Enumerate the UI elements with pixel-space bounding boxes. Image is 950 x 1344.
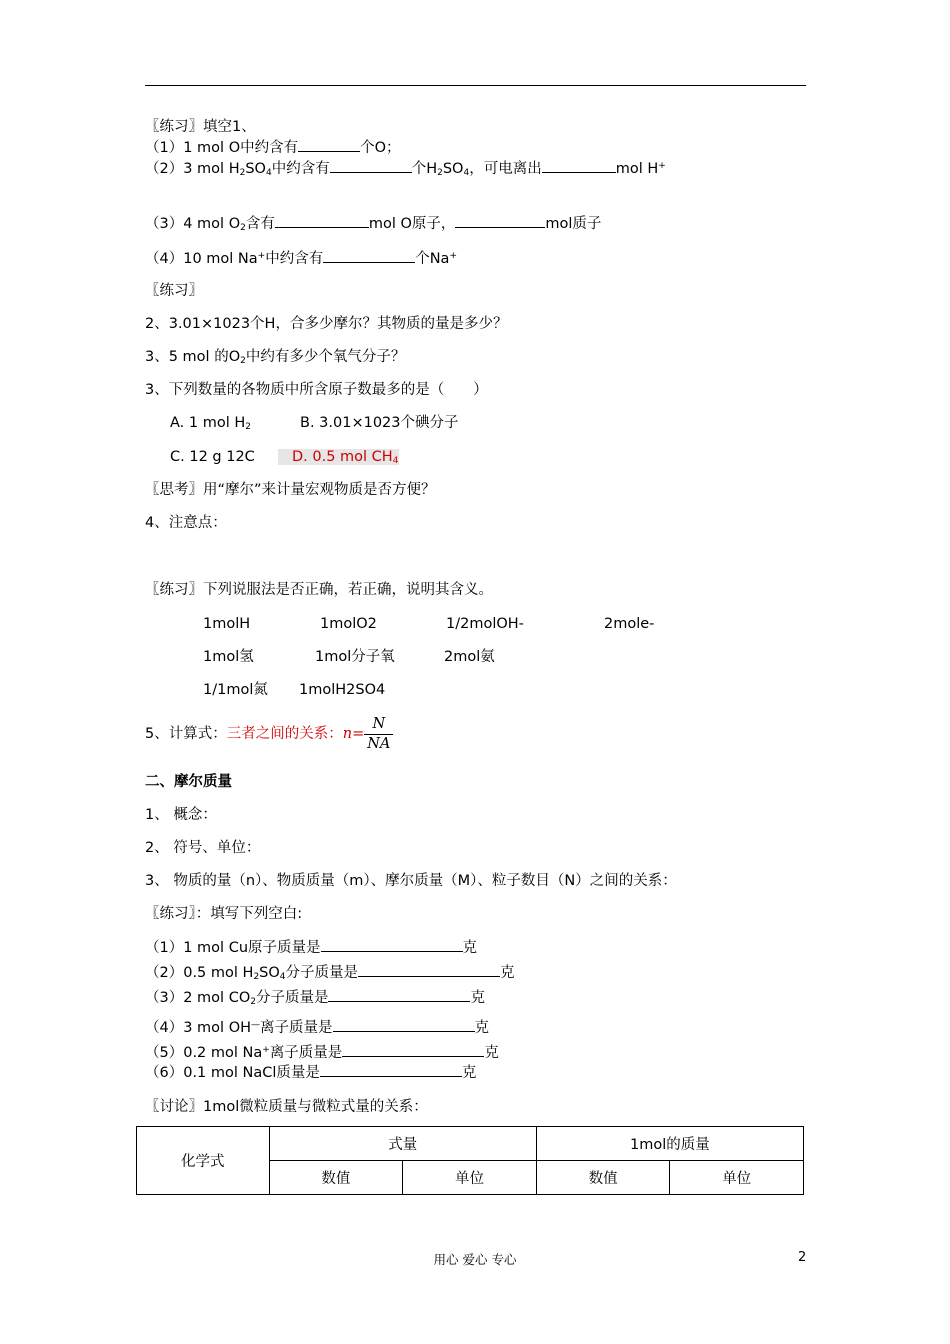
practice3-item: 2mole- xyxy=(604,616,655,632)
header-rule xyxy=(145,85,806,86)
practice1-q4: （4）10 mol Na+中约含有 个Na+ xyxy=(145,251,457,267)
formula-fraction: $\frac{N}{NA}$ xyxy=(364,715,393,754)
practice4-q4: （4）3 mol OH—离子质量是 克 xyxy=(145,1020,490,1036)
page-footer: 用心 爱心 专心 xyxy=(433,1252,517,1267)
practice3-title: 〖练习〗下列说服法是否正确，若正确，说明其含义。 xyxy=(145,582,493,598)
practice3-item: 1/1mol氮 xyxy=(203,682,268,698)
page-number: 2 xyxy=(798,1250,807,1265)
note-heading: 4、注意点： xyxy=(145,515,227,531)
practice1-q3: （3）4 mol $O_2$含有 mol O原子， mol质子 xyxy=(145,216,602,233)
table-header-unit: 单位 xyxy=(670,1161,804,1195)
section2-item2: 2、 符号、单位： xyxy=(145,840,261,856)
table-header-value: 数值 xyxy=(536,1161,670,1195)
think-question: 〖思考〗用“摩尔”来计量宏观物质是否方便？ xyxy=(145,482,436,498)
table-header-formula-weight: 式量 xyxy=(269,1127,536,1161)
option-b: B. 3.01×1023个碘分子 xyxy=(300,415,459,431)
discuss-heading: 〖讨论〗1mol微粒质量与微粒式量的关系： xyxy=(145,1099,428,1115)
practice3-item: 1/2molOH- xyxy=(446,616,524,632)
table-header-molar-mass: 1mol的质量 xyxy=(536,1127,803,1161)
practice3-item: 1mol分子氧 xyxy=(315,649,395,665)
practice4-title: 〖练习〗：填写下列空白: xyxy=(145,906,303,922)
practice1-title: 〖练习〗填空1、 xyxy=(145,119,256,135)
practice2-q2: 2、3.01×1023个H，合多少摩尔？其物质的量是多少？ xyxy=(145,316,508,332)
table-header-formula: 化学式 xyxy=(137,1127,270,1195)
section2-heading: 二、摩尔质量 xyxy=(145,774,232,790)
table-header-unit: 单位 xyxy=(403,1161,537,1195)
practice3-item: 1molH xyxy=(203,616,251,632)
option-a: A. 1 mol $H_2$ xyxy=(170,415,251,432)
option-c: C. 12 g 12C xyxy=(170,449,255,465)
formula-mass-table xyxy=(136,1126,804,1195)
practice4-q5: （5）0.2 mol Na+离子质量是 克 xyxy=(145,1045,499,1061)
practice4-q6: （6）0.1 mol NaCl质量是 克 xyxy=(145,1065,477,1081)
practice4-q2: （2）0.5 mol $H_2SO_4$分子质量是 克 xyxy=(145,965,515,982)
section2-item1: 1、 概念： xyxy=(145,807,217,823)
section2-item3: 3、 物质的量（n）、物质质量（m）、摩尔质量（M）、粒子数目（N）之间的关系： xyxy=(145,873,677,889)
practice2-q3b: 3、下列数量的各物质中所含原子数最多的是（ ） xyxy=(145,382,488,398)
formula-relation: 三者之间的关系： xyxy=(226,726,343,742)
option-d: D. 0.5 mol $CH_4$ xyxy=(278,448,399,470)
practice1-q1: （1）1 mol O中约含有 个O； xyxy=(145,140,401,156)
table-header-value: 数值 xyxy=(269,1161,403,1195)
practice4-q3: （3）2 mol $CO_2$分子质量是 克 xyxy=(145,990,485,1007)
practice4-q1: （1）1 mol Cu原子质量是 克 xyxy=(145,940,478,956)
practice3-item: 2mol氨 xyxy=(444,649,495,665)
formula-line: 5、计算式：三者之间的关系：n= $\frac{N}{NA}$ xyxy=(145,714,393,754)
practice3-item: 1mol氢 xyxy=(203,649,254,665)
practice3-item: 1molO2 xyxy=(320,616,377,632)
practice2-q3a: 3、5 mol 的$O_2$中约有多少个氧气分子？ xyxy=(145,349,406,366)
practice1-q2: （2）3 mol $H_2SO_4$中约含有 个$H_2SO_4$，可电离出 mol H+ xyxy=(145,161,666,178)
practice3-item: 1molH2SO4 xyxy=(299,682,386,698)
practice2-title: 〖练习〗 xyxy=(145,283,203,299)
